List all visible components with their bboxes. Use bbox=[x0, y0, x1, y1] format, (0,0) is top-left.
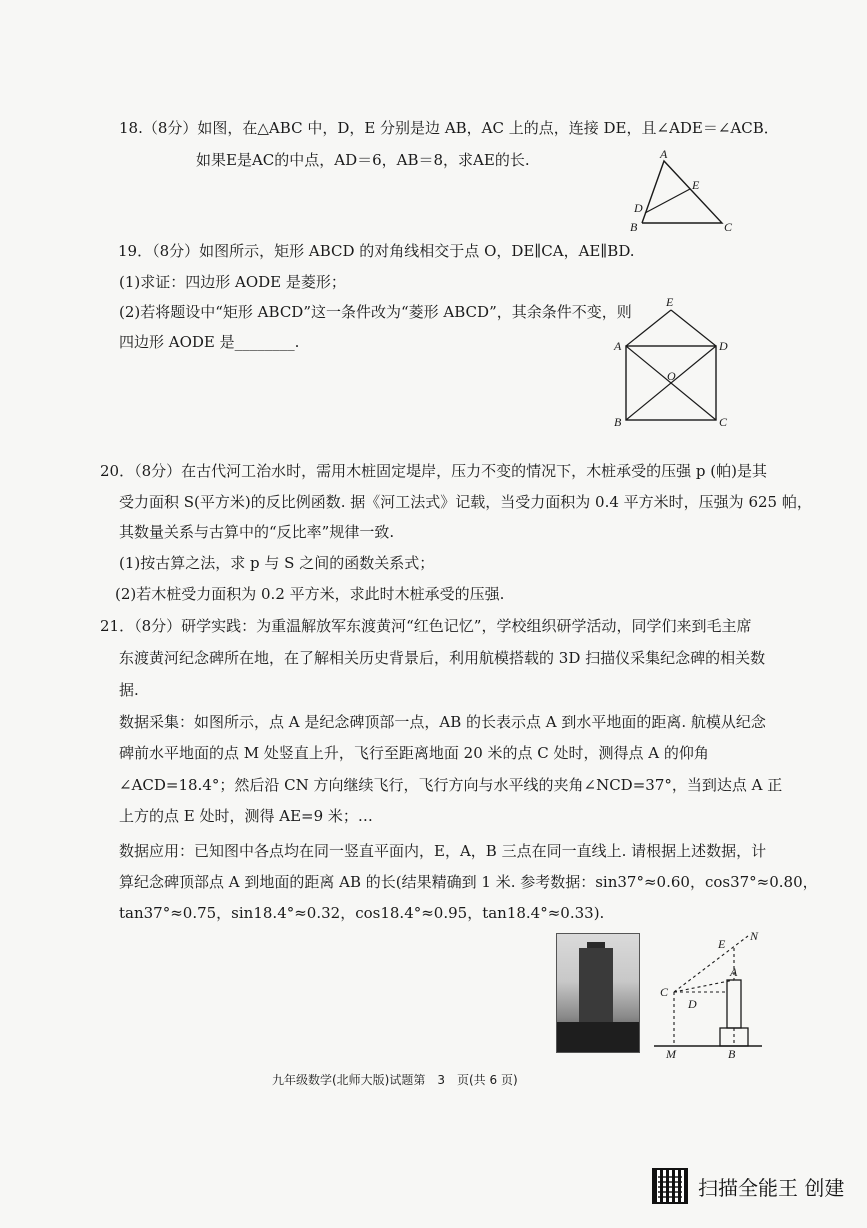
q18-triangle-figure bbox=[618, 145, 742, 237]
q19-line2: (1)求证：四边形 AODE 是菱形； bbox=[119, 273, 346, 291]
label-A: A bbox=[614, 339, 622, 353]
label-M: M bbox=[666, 1047, 676, 1060]
page-footer: 九年级数学(北师大版)试题第 3 页(共 6 页) bbox=[272, 1073, 518, 1087]
scanner-badge bbox=[652, 1168, 844, 1204]
label-N: N bbox=[750, 929, 759, 943]
q20-line4: (1)按古算之法，求 p 与 S 之间的函数关系式； bbox=[119, 554, 435, 572]
q21-elevation-figure bbox=[650, 928, 766, 1060]
label-E: E bbox=[666, 295, 674, 309]
q20-line5: (2)若木桩受力面积为 0.2 平方米，求此时木桩承受的压强. bbox=[115, 585, 505, 603]
q21-line4: 数据采集：如图所示，点 A 是纪念碑顶部一点，AB 的长表示点 A 到水平地面的距离. 航模从纪念 bbox=[119, 713, 766, 731]
label-A: A bbox=[660, 147, 668, 161]
q21-line10: tan37°≈0.75，sin18.4°≈0.32，cos18.4°≈0.95，tan18.4°≈0.33). bbox=[119, 904, 605, 922]
q19-rectangle-figure bbox=[610, 294, 734, 434]
q21-line1: 21．（8分）研学实践：为重温解放军东渡黄河“红色记忆”，学校组织研学活动，同学们来到毛主席 bbox=[100, 617, 752, 635]
q21-line3: 据. bbox=[119, 681, 139, 699]
q19-line3: (2)若将题设中“矩形 ABCD”这一条件改为“菱形 ABCD”，其余条件不变，则 bbox=[119, 303, 632, 321]
label-D: D bbox=[719, 339, 728, 353]
q19-line1: 19．（8分）如图所示，矩形 ABCD 的对角线相交于点 O，DE∥CA，AE∥BD. bbox=[118, 242, 635, 260]
label-B: B bbox=[728, 1047, 736, 1060]
qr-code-icon bbox=[652, 1168, 688, 1204]
label-C: C bbox=[660, 985, 669, 999]
q20-line1: 20．（8分）在古代河工治水时，需用木桩固定堤岸，压力不变的情况下，木桩承受的压强 p (帕)是其 bbox=[100, 462, 767, 480]
q19-line4: 四边形 AODE 是________. bbox=[119, 333, 300, 351]
q21-line5: 碑前水平地面的点 M 处竖直上升，飞行至距离地面 20 米的点 C 处时，测得点 A 的仰角 bbox=[119, 744, 709, 762]
q21-line9: 算纪念碑顶部点 A 到地面的距离 AB 的长(结果精确到 1 米. 参考数据：sin37°≈0.60，cos37°≈0.80， bbox=[119, 873, 818, 891]
q18-line1: 18.（8分）如图，在△ABC 中，D，E 分别是边 AB，AC 上的点，连接 DE，且∠ADE＝∠ACB． bbox=[119, 119, 779, 137]
q20-line2: 受力面积 S(平方米)的反比例函数. 据《河工法式》记载，当受力面积为 0.4 平方米时，压强为 625 帕， bbox=[119, 493, 812, 511]
label-E: E bbox=[692, 178, 700, 192]
label-D: D bbox=[688, 997, 697, 1011]
monument-photo bbox=[556, 933, 640, 1053]
label-E: E bbox=[718, 937, 726, 951]
q21-line7: 上方的点 E 处时，测得 AE=9 米；… bbox=[119, 807, 373, 825]
scanner-badge-text: 扫描全能王 创建 bbox=[698, 1175, 845, 1200]
label-C: C bbox=[724, 220, 733, 234]
label-A: A bbox=[730, 965, 738, 979]
q21-line2: 东渡黄河纪念碑所在地，在了解相关历史背景后，利用航模搭载的 3D 扫描仪采集纪念碑的相关数 bbox=[119, 649, 766, 667]
q21-line8: 数据应用：已知图中各点均在同一竖直平面内，E，A，B 三点在同一直线上. 请根据上述数据，计 bbox=[119, 842, 767, 860]
q21-line6: ∠ACD=18.4°；然后沿 CN 方向继续飞行，飞行方向与水平线的夹角∠NCD=37°，当到达点 A 正 bbox=[119, 776, 783, 794]
q18-line2: 如果E是AC的中点，AD＝6，AB＝8，求AE的长. bbox=[196, 151, 530, 169]
label-B: B bbox=[630, 220, 638, 234]
label-C: C bbox=[719, 415, 728, 429]
label-O: O bbox=[667, 369, 676, 383]
q20-line3: 其数量关系与古算中的“反比率”规律一致. bbox=[119, 523, 395, 541]
label-D: D bbox=[634, 201, 643, 215]
label-B: B bbox=[614, 415, 622, 429]
